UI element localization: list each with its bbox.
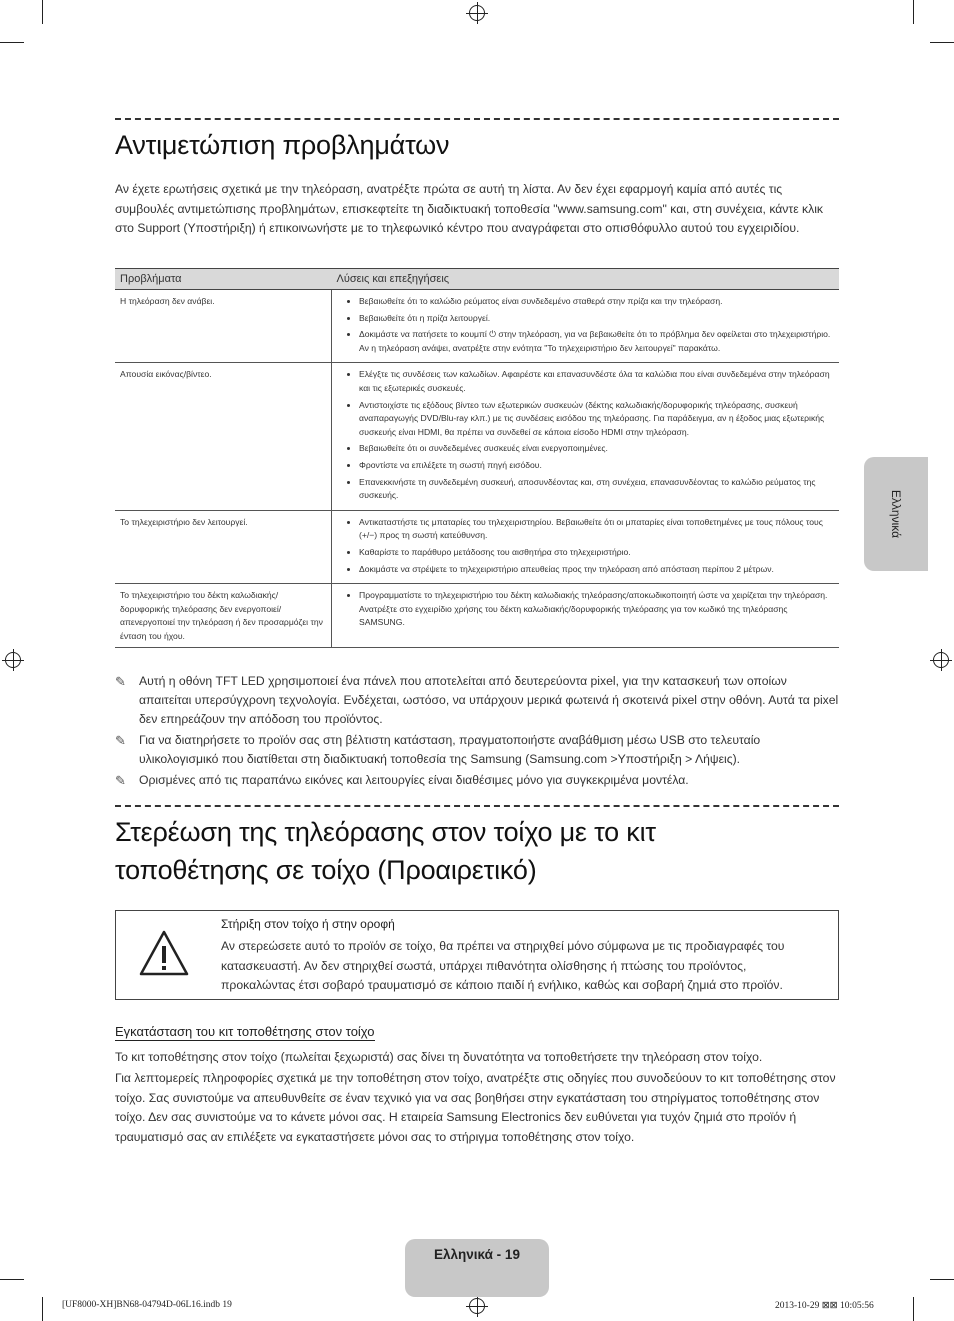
wall-mount-para1: Το κιτ τοποθέτησης στον τοίχο (πωλείται ξεχωριστά) σας δίνει τη δυνατότητα να τοποθετήσετε την τηλεόραση στον τοίχο. — [115, 1050, 763, 1064]
wall-mount-para2: Για λεπτομερείς πληροφορίες σχετικά με την τοποθέτηση στον τοίχο, ανατρέξτε στις οδηγίες που συνοδεύουν το κιτ τοποθέτησης στον τοίχο. Σας συνιστούμε να απευθυνθείτε σε έναν τεχνικό για να σας βοηθήσει στην εγκατάσταση του στηρίγματος τοποθέτησης στον τοίχο. Δεν σας συνιστούμε να το κάνετε μόνοι σας. Η εταιρεία Samsung Electronics δεν ευθύνεται για τυχόν ζημιά στο προϊόν ή τραυματισμό σας αν επιλέξετε να εγκαταστήσετε μόνοι σας το στήριγμα τοποθέτησης στον τοίχο. — [115, 1071, 836, 1144]
solution-item: • Βεβαιωθείτε ότι το καλώδιο ρεύματος είναι συνδεδεμένο σταθερά στην πρίζα και την τηλεόραση. — [359, 295, 834, 309]
registration-mark-icon — [5, 652, 21, 668]
language-side-tab — [864, 457, 928, 571]
wall-mount-title-line2: τοποθέτησης σε τοίχο (Προαιρετικό) — [115, 855, 537, 885]
solution-item: • Βεβαιωθείτε ότι οι συνδεδεμένες συσκευές είναι ενεργοποιημένες. — [359, 442, 834, 456]
section-divider — [115, 805, 839, 807]
footer-timestamp: 2013-10-29 ⊠⊠ 10:05:56 — [775, 1301, 874, 1311]
note-text: Αυτή η οθόνη TFT LED χρησιμοποιεί ένα πάνελ που αποτελείται από δευτερεύοντα pixel, για την κατασκευή των οποίων απαιτείται υπερσύγχρονη τεχνολογία. Ενδέχεται, ωστόσο, να υπάρχουν μερικά φωτεινά ή σκοτεινά pixel στην οθόνη. Αυτά τα pixel δεν επηρεάζουν την απόδοση του προϊόντος. — [139, 674, 839, 726]
table-row — [115, 290, 839, 363]
header-solutions: Λύσεις και επεξηγήσεις — [332, 269, 840, 290]
table-row — [115, 584, 839, 648]
pencil-note-icon: ✎ — [115, 773, 126, 788]
header-problems: Προβλήματα — [115, 269, 332, 290]
pencil-note-icon: ✎ — [115, 674, 126, 689]
solution-item: • Δοκιμάστε να στρέψετε το τηλεχειριστήριο απευθείας προς την τηλεόραση από απόσταση περίπου 2 μέτρων. — [359, 563, 834, 577]
troubleshooting-title: Αντιμετώπιση προβλημάτων — [115, 130, 450, 160]
troubleshooting-table — [115, 268, 839, 648]
solution-item: • Καθαρίστε το παράθυρο μετάδοσης του αισθητήρα στο τηλεχειριστήριο. — [359, 546, 834, 560]
solutions-cell — [332, 363, 840, 510]
crop-mark — [42, 1297, 43, 1321]
crop-mark — [0, 1279, 24, 1280]
crop-mark — [930, 1279, 954, 1280]
page-number-badge — [405, 1239, 549, 1297]
page-number: Ελληνικά - 19 — [434, 1247, 520, 1262]
problem-cell: Το τηλεχειριστήριο του δέκτη καλωδιακής/δορυφορικής τηλεόρασης δεν ενεργοποιεί/απενεργοποιεί την τηλεόραση ή δεν προσαρμόζει την ένταση του ήχου. — [115, 584, 332, 648]
warning-title: Στήριξη στον τοίχο ή στην οροφή — [221, 917, 395, 931]
notes-list — [115, 672, 839, 792]
solution-item: • Αντικαταστήστε τις μπαταρίες του τηλεχειριστηρίου. Βεβαιωθείτε ότι οι μπαταρίες είναι τοποθετημένες με τους πόλους τους (+/−) προς τη σωστή κατεύθυνση. — [359, 516, 834, 543]
footer-file-info: [UF8000-XH]BN68-04794D-06L16.indb 19 — [62, 1300, 232, 1310]
crop-mark — [42, 0, 43, 24]
note-item — [115, 771, 839, 790]
solution-item: • Φροντίστε να επιλέξετε τη σωστή πηγή εισόδου. — [359, 459, 834, 473]
solution-item: • Αντιστοιχίστε τις εξόδους βίντεο των εξωτερικών συσκευών (δέκτης καλωδιακής/δορυφορικής τηλεόρασης, συσκευή αναπαραγωγής DVD/Blu-ray κλπ.) με τις συνδέσεις εισόδου της τηλεόρασης. Για παράδειγμα, αν η έξοδος μιας εξωτερικής συσκευής είναι HDMI, θα πρέπει να συνδεθεί σε κάποια είσοδο HDMI στην τηλεόραση. — [359, 399, 834, 440]
crop-mark — [913, 0, 914, 24]
registration-mark-icon — [469, 1298, 485, 1314]
problem-cell: Η τηλεόραση δεν ανάβει. — [115, 290, 332, 363]
solution-item: • Δοκιμάστε να πατήσετε το κουμπί ⏻ στην τηλεόραση, για να βεβαιωθείτε ότι το πρόβλημα δεν οφείλεται στο τηλεχειριστήριο. Αν η τηλεόραση ανάψει, ανατρέξτε στην ενότητα "Το τηλεχειριστήριο δεν λειτουργεί" παρακάτω. — [359, 328, 834, 355]
table-header-row — [115, 269, 839, 290]
solutions-cell — [332, 584, 840, 648]
problem-cell: Απουσία εικόνας/βίντεο. — [115, 363, 332, 510]
warning-text: Αν στερεώσετε αυτό το προϊόν σε τοίχο, θα πρέπει να στηριχθεί μόνο σύμφωνα με τις προδιαγραφές του κατασκευαστή. Αν δεν στηριχθεί σωστά, υπάρχει πιθανότητα ολίσθησης ή πτώσης του προϊόντος, προκαλώντας έτσι σοβαρό τραυματισμό σε κάποιο παιδί ή ενήλικο, καθώς και σοβαρή ζημιά στο προϊόν. — [221, 939, 785, 992]
crop-mark — [930, 42, 954, 43]
note-item — [115, 731, 839, 769]
wall-mount-title-line1: Στερέωση της τηλεόρασης στον τοίχο με το κιτ — [115, 817, 656, 847]
wall-mount-subheading: Εγκατάσταση του κιτ τοποθέτησης στον τοίχο — [115, 1024, 375, 1039]
solution-item: • Προγραμματίστε το τηλεχειριστήριο του δέκτη καλωδιακής τηλεόρασης/αποκωδικοποιητή ώστε να χειρίζεται την τηλεόραση. Ανατρέξτε στο εγχειρίδιο χρήσης του δέκτη καλωδιακής/δορυφορικής τηλεόρασης για τον κωδικό της τηλεόρασης SAMSUNG. — [359, 589, 834, 630]
registration-mark-icon — [933, 652, 949, 668]
note-text: Ορισμένες από τις παραπάνω εικόνες και λειτουργίες είναι διαθέσιμες μόνο για συγκεκριμένα μοντέλα. — [139, 773, 689, 787]
problem-cell: Το τηλεχειριστήριο δεν λειτουργεί. — [115, 510, 332, 583]
table-row — [115, 510, 839, 583]
pencil-note-icon: ✎ — [115, 733, 126, 748]
solutions-cell — [332, 510, 840, 583]
language-side-tab-label: Ελληνικά — [889, 489, 903, 539]
crop-mark — [913, 1297, 914, 1321]
note-text: Για να διατηρήσετε το προϊόν σας στη βέλτιστη κατάσταση, πραγματοποιήστε αναβάθμιση μέσω USB στο τελευταίο υλικολογισμικό που διατίθεται στη διαδικτυακή τοποθεσία της Samsung (Samsung.com >Υποστήριξη > Λήψεις). — [139, 733, 761, 766]
table-row — [115, 363, 839, 510]
registration-mark-icon — [469, 5, 485, 21]
warning-box — [115, 910, 839, 1000]
solution-item: • Ελέγξτε τις συνδέσεις των καλωδίων. Αφαιρέστε και επανασυνδέστε όλα τα καλώδια που είναι συνδεδεμένα στην τηλεόραση και τις εξωτερικές συσκευές. — [359, 368, 834, 395]
note-item — [115, 672, 839, 729]
solution-item: • Επανεκκινήστε τη συνδεδεμένη συσκευή, αποσυνδέοντας και, στη συνέχεια, επανασυνδέοντας το καλώδιο ρεύματος της συσκευής. — [359, 476, 834, 503]
troubleshooting-intro: Αν έχετε ερωτήσεις σχετικά με την τηλεόραση, ανατρέξτε πρώτα σε αυτή τη λίστα. Αν δεν έχει εφαρμογή καμία από αυτές τις συμβουλές αντιμετώπισης προβλημάτων, επισκεφτείτε τη διαδικτυακή τοποθεσία "www.samsung.com" και, στη συνέχεια, κάντε κλικ στο Support (Υποστήριξη) ή επικοινωνήστε με το τηλεφωνικό κέντρο που αναγράφεται στο οπισθόφυλλο αυτού του εγχειριδίου. — [115, 182, 824, 235]
solution-item: • Βεβαιωθείτε ότι η πρίζα λειτουργεί. — [359, 312, 834, 326]
crop-mark — [0, 42, 24, 43]
solutions-cell — [332, 290, 840, 363]
warning-triangle-icon — [138, 929, 190, 977]
section-divider — [115, 118, 839, 120]
